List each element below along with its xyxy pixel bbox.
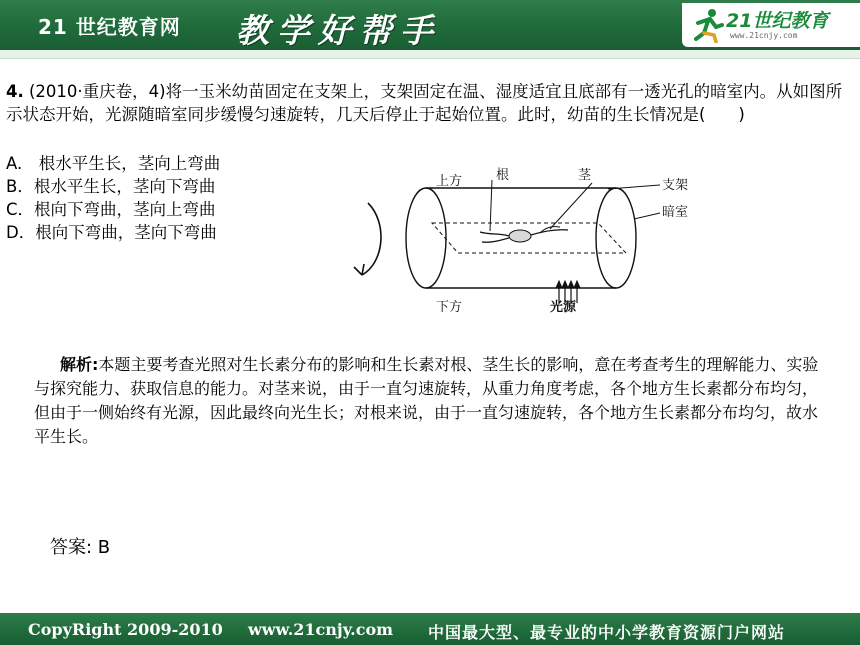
answer-value: B <box>92 537 111 558</box>
footer-copyright: CopyRight 2009-2010 <box>28 620 223 639</box>
analysis-text: 本题主要考查光照对生长素分布的影响和生长素对根、茎生长的影响，意在考查考生的理解能力、实验与探究能力、获取信息的能力。对茎来说，由于一直匀速旋转，从重力角度考虑，各个地方生长素都分布均匀，但由于一侧始终有光源，因此最终向光生长；对根来说，由于一直匀速旋转，各个地方生长素都分布均匀，故水平生长。 <box>34 355 819 446</box>
question-number: 4. <box>6 82 24 101</box>
analysis <box>34 353 824 449</box>
analysis-label: 解析: <box>60 355 99 374</box>
footer-url[interactable]: www.21cnjy.com <box>248 620 394 639</box>
option-d: D．根向下弯曲，茎向下弯曲 <box>6 223 217 242</box>
seedling-icon <box>480 227 568 243</box>
label-stem: 茎 <box>578 168 592 183</box>
label-darkroom: 暗室 <box>662 205 689 220</box>
option-b: B．根水平生长，茎向下弯曲 <box>6 177 216 196</box>
label-bottom: 下方 <box>436 300 463 313</box>
logo-url: www.21cnjy.com <box>730 31 798 40</box>
runner-logo-icon <box>690 7 724 43</box>
option-a: A. 根水平生长，茎向上弯曲 <box>6 154 221 173</box>
label-light: 光源 <box>550 300 577 313</box>
site-logo[interactable] <box>682 3 860 47</box>
footer-slogan: 中国最大型、最专业的中小学教育资源门户网站 <box>428 623 786 642</box>
answer-label: 答案: <box>50 537 93 558</box>
option-c: C．根向下弯曲，茎向上弯曲 <box>6 200 216 219</box>
label-top: 上方 <box>436 174 463 189</box>
logo-text: 21世纪教育 <box>726 10 829 32</box>
answer-options <box>6 152 266 244</box>
site-header <box>0 0 860 50</box>
rotation-arrow-icon <box>362 203 381 275</box>
darkroom-diagram <box>340 163 720 313</box>
label-support: 支架 <box>662 178 689 193</box>
question-stem <box>6 80 852 126</box>
slide-content <box>0 58 860 613</box>
site-name: 21 世纪教育网 <box>38 15 181 39</box>
answer <box>50 533 110 559</box>
site-footer <box>0 613 860 645</box>
question-text: (2010·重庆卷，4)将一玉米幼苗固定在支架上，支架固定在温、湿度适宜且底部有一透光孔的暗室内。从如图所示状态开始，光源随暗室同步缓慢匀速旋转，几天后停止于起始位置。此时，幼苗的生长情况是( ) <box>6 82 843 124</box>
header-slogan: 教学好帮手 <box>236 11 441 50</box>
label-root: 根 <box>496 168 510 183</box>
